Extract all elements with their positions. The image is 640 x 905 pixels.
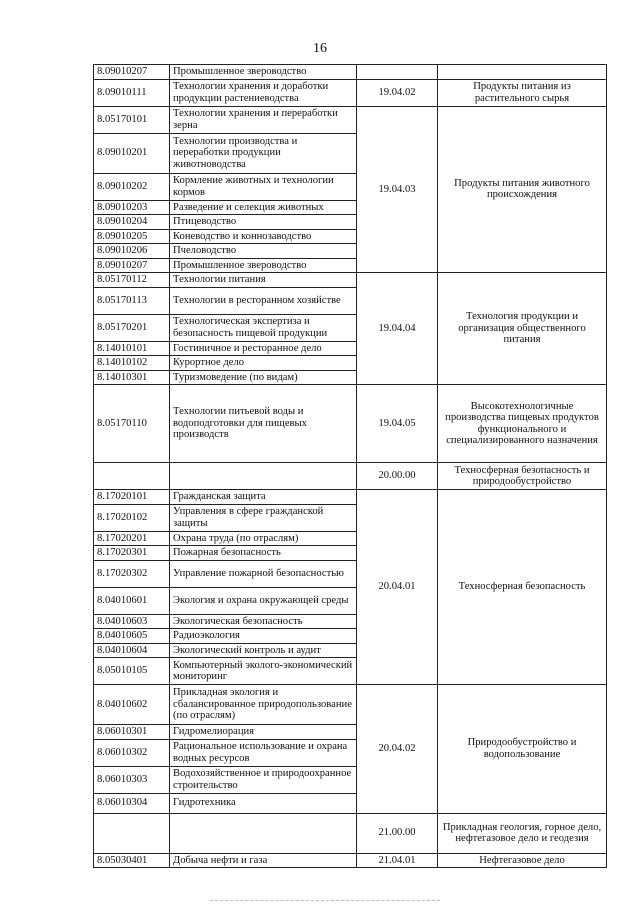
specialty-correspondence-table [93,64,607,868]
old-specialty-code: 8.17020302 [94,560,170,587]
table-row [94,463,607,490]
table-row [94,685,607,725]
new-direction-name: Продукты питания из растительного сырья [438,79,607,106]
new-direction-code: 19.04.03 [357,106,438,273]
new-direction-code: 21.00.00 [357,813,438,853]
old-specialty-code [94,463,170,490]
old-specialty-name: Курортное дело [170,356,357,371]
old-specialty-code: 8.17020201 [94,531,170,546]
old-specialty-code: 8.04010602 [94,685,170,725]
old-specialty-name: Прикладная экология и сбалансированное природопользование (по отраслям) [170,685,357,725]
new-direction-code: 19.04.02 [357,79,438,106]
new-direction-name: Техносферная безопасность и природообустройство [438,463,607,490]
old-specialty-code: 8.06010302 [94,739,170,766]
old-specialty-name: Промышленное звероводство [170,258,357,273]
old-specialty-name: Технологии питьевой воды и водоподготовки для пищевых производств [170,385,357,463]
old-specialty-code: 8.17020102 [94,504,170,531]
new-direction-name: Природообустройство и водопользование [438,685,607,814]
new-direction-code: 20.00.00 [357,463,438,490]
old-specialty-code: 8.09010203 [94,200,170,215]
new-direction-name: Техносферная безопасность [438,490,607,685]
old-specialty-code: 8.09010204 [94,215,170,230]
old-specialty-name: Технологии питания [170,273,357,288]
new-direction-name: Высокотехнологичные производства пищевых продуктов функционального и специализированного назначения [438,385,607,463]
old-specialty-code: 8.04010601 [94,587,170,614]
old-specialty-name: Добыча нефти и газа [170,853,357,868]
old-specialty-code [94,813,170,853]
new-direction-name: Нефтегазовое дело [438,853,607,868]
old-specialty-code: 8.17020101 [94,490,170,505]
old-specialty-name: Гражданская защита [170,490,357,505]
old-specialty-name: Птицеводство [170,215,357,230]
old-specialty-name: Разведение и селекция животных [170,200,357,215]
new-direction-name [438,65,607,80]
old-specialty-code: 8.09010207 [94,258,170,273]
old-specialty-name: Управления в сфере гражданской защиты [170,504,357,531]
table-row [94,813,607,853]
new-direction-name: Прикладная геология, горное дело, нефтегазовое дело и геодезия [438,813,607,853]
old-specialty-name: Кормление животных и технологии кормов [170,173,357,200]
old-specialty-code: 8.05170112 [94,273,170,288]
new-direction-code: 21.04.01 [357,853,438,868]
table-row [94,65,607,80]
old-specialty-code: 8.09010207 [94,65,170,80]
old-specialty-name: Радиоэкология [170,629,357,644]
table-body [94,65,607,868]
old-specialty-code: 8.04010603 [94,614,170,629]
new-direction-code: 19.04.04 [357,273,438,385]
old-specialty-code: 8.04010604 [94,643,170,658]
old-specialty-code: 8.05010105 [94,658,170,685]
table-row [94,79,607,106]
old-specialty-code: 8.06010301 [94,725,170,740]
old-specialty-code: 8.05170101 [94,106,170,133]
old-specialty-name: Коневодство и коннозаводство [170,229,357,244]
old-specialty-code: 8.09010206 [94,244,170,259]
old-specialty-name: Пожарная безопасность [170,546,357,561]
old-specialty-code: 8.06010304 [94,793,170,813]
new-direction-name: Технология продукции и организация общественного питания [438,273,607,385]
table-row [94,385,607,463]
new-direction-name: Продукты питания животного происхождения [438,106,607,273]
old-specialty-name: Пчеловодство [170,244,357,259]
table-row [94,273,607,288]
new-direction-code [357,65,438,80]
old-specialty-name: Промышленное звероводство [170,65,357,80]
old-specialty-name: Рациональное использование и охрана водных ресурсов [170,739,357,766]
old-specialty-code: 8.17020301 [94,546,170,561]
old-specialty-name [170,463,357,490]
old-specialty-code: 8.05030401 [94,853,170,868]
old-specialty-name: Гидротехника [170,793,357,813]
new-direction-code: 20.04.01 [357,490,438,685]
old-specialty-name [170,813,357,853]
old-specialty-code: 8.09010202 [94,173,170,200]
new-direction-code: 20.04.02 [357,685,438,814]
old-specialty-code: 8.05170201 [94,314,170,341]
table-row [94,106,607,133]
old-specialty-code: 8.09010205 [94,229,170,244]
old-specialty-name: Управление пожарной безопасностью [170,560,357,587]
old-specialty-name: Экологическая безопасность [170,614,357,629]
old-specialty-name: Компьютерный эколого-экономический мониторинг [170,658,357,685]
page-number: 16 [313,41,327,56]
new-direction-code: 19.04.05 [357,385,438,463]
old-specialty-name: Технологическая экспертиза и безопасность пищевой продукции [170,314,357,341]
old-specialty-code: 8.05170110 [94,385,170,463]
old-specialty-name: Технологии хранения и переработки зерна [170,106,357,133]
table-row [94,853,607,868]
old-specialty-name: Водохозяйственное и природоохранное строительство [170,766,357,793]
old-specialty-code: 8.14010101 [94,341,170,356]
table-row [94,490,607,505]
old-specialty-code: 8.09010111 [94,79,170,106]
old-specialty-code: 8.09010201 [94,133,170,173]
old-specialty-code: 8.04010605 [94,629,170,644]
old-specialty-name: Туризмоведение (по видам) [170,370,357,385]
old-specialty-name: Технологии хранения и доработки продукции растениеводства [170,79,357,106]
old-specialty-name: Технологии в ресторанном хозяйстве [170,287,357,314]
old-specialty-name: Гидромелиорация [170,725,357,740]
old-specialty-name: Гостиничное и ресторанное дело [170,341,357,356]
scan-edge-mark [210,900,440,901]
old-specialty-code: 8.05170113 [94,287,170,314]
old-specialty-code: 8.14010102 [94,356,170,371]
old-specialty-name: Экологический контроль и аудит [170,643,357,658]
old-specialty-name: Охрана труда (по отраслям) [170,531,357,546]
old-specialty-name: Технологии производства и переработки продукции животноводства [170,133,357,173]
old-specialty-code: 8.14010301 [94,370,170,385]
old-specialty-name: Экология и охрана окружающей среды [170,587,357,614]
old-specialty-code: 8.06010303 [94,766,170,793]
